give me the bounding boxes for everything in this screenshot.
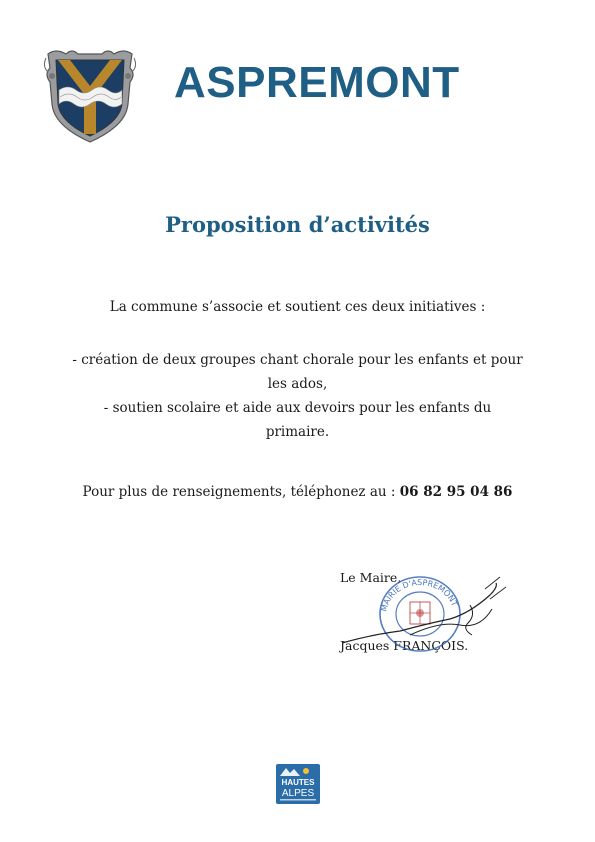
activity-line: - création de deux groupes chant chorale pour les enfants et pour — [72, 352, 523, 368]
activities-list — [40, 348, 555, 444]
contact-prefix: Pour plus de renseignements, téléphonez au : — [82, 484, 396, 500]
contact-line — [40, 480, 555, 504]
hautes-alpes-logo-icon — [276, 764, 320, 804]
svg-text:ALPES: ALPES — [281, 788, 315, 799]
activity-line: les ados, — [267, 376, 328, 392]
svg-text:HAUTES: HAUTES — [281, 778, 315, 787]
page-title: Proposition d’activités — [165, 212, 430, 237]
town-name-heading: ASPREMONT — [174, 58, 460, 107]
signer-role: Le Maire, — [340, 570, 402, 585]
coat-of-arms-icon — [42, 46, 138, 146]
svg-text:MAIRIE D'ASPREMONT: MAIRIE D'ASPREMONT — [379, 577, 460, 613]
handwritten-signature-icon — [340, 565, 510, 655]
intro-paragraph: La commune s’associe et soutient ces deux initiatives : — [109, 299, 486, 315]
signer-name: Jacques FRANÇOIS. — [340, 638, 469, 653]
phone-number: 06 82 95 04 86 — [399, 484, 513, 500]
activity-line: - soutien scolaire et aide aux devoirs pour les enfants du — [103, 400, 492, 416]
activity-line: primaire. — [265, 424, 330, 440]
